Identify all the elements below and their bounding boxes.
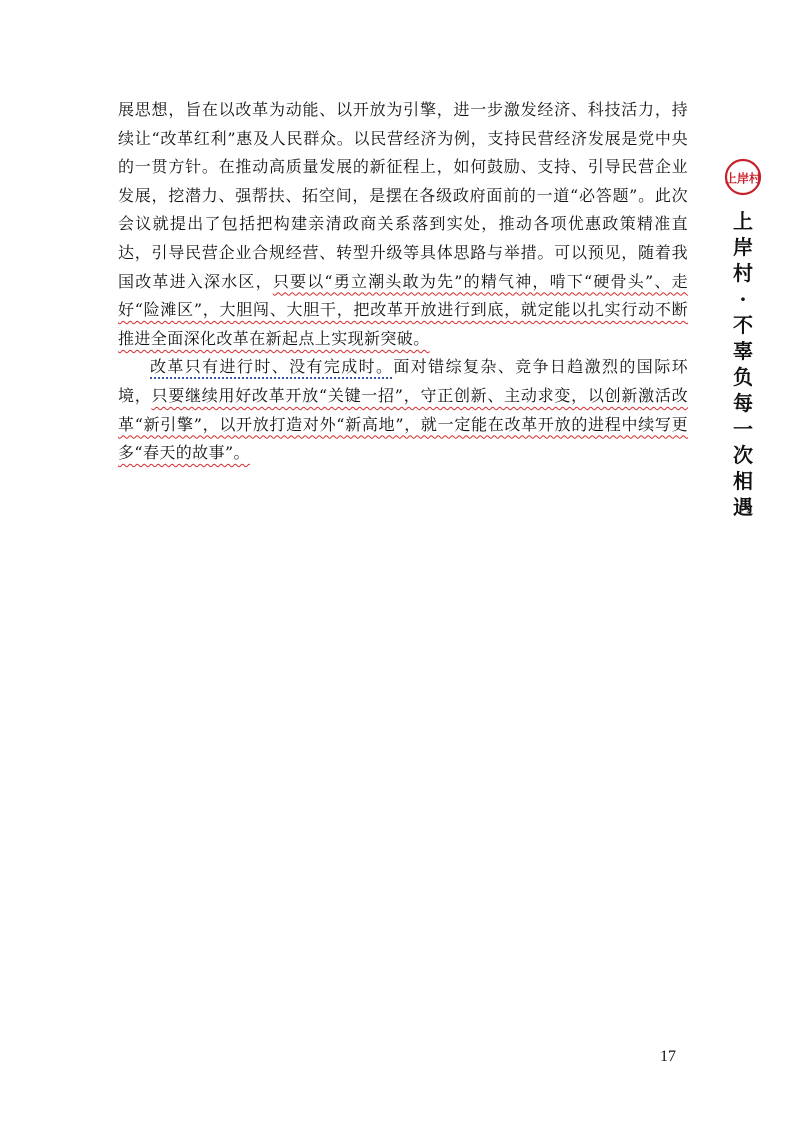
text-segment: 面对错综复杂、竞争日趋激烈的国际环境， <box>118 357 688 405</box>
page-number: 17 <box>660 1048 676 1065</box>
side-series-title <box>728 208 758 520</box>
shangan-village-logo-icon <box>724 158 762 196</box>
side-title-char: 负 <box>733 365 753 389</box>
side-title-char: 次 <box>733 443 753 467</box>
side-title-char: 上 <box>733 209 753 233</box>
side-title-char: 相 <box>733 469 753 493</box>
paragraph-1 <box>118 96 688 353</box>
body-text <box>118 96 688 468</box>
side-title-char: 不 <box>733 313 753 337</box>
wavy-underlined-text: 只要继续用好改革开放“关键一招”，守正创新、主动求变，以创新激活改革“新引擎”，以开放打造对外“新高地”，就一定能在改革开放的进程中续写更多“春天的故事”。 <box>118 385 688 463</box>
paragraph-2 <box>118 353 688 467</box>
wavy-underlined-text: 只要以“勇立潮头敢为先”的精气神，啃下“硬骨头”、走好“险滩区”，大胆闯、大胆干，把改革开放进行到底，就定能以扎实行动不断推进全面深化改革在新起点上实现新突破。 <box>118 271 688 348</box>
side-title-char: · <box>739 287 747 311</box>
text-segment: 展思想，旨在以改革为动能、以开放为引擎，进一步激发经济、科技活力，持续让“改革红利”惠及人民群众。以民营经济为例，支持民营经济发展是党中央的一贯方针。在推动高质量发展的新征程上，如何鼓励、支持、引导民营企业发展，挖潜力、强帮扶、拓空间，是摆在各级政府面前的一道“必答题”。此次会议就提出了包括把构建亲清政商关系落到实处，推动各项优惠政策精准直达，引导民营企业合规经营、转型升级等具体思路与举措。可以预见，随着我国改革进入深水区， <box>118 100 688 291</box>
side-title-char: 遇 <box>733 495 753 519</box>
dotted-underlined-text: 改革只有进行时、没有完成时。 <box>150 357 394 377</box>
side-title-char: 岸 <box>733 235 753 259</box>
side-title-char: 村 <box>733 261 753 285</box>
side-title-char: 每 <box>733 391 753 415</box>
side-title-char: 一 <box>733 417 753 441</box>
side-title-char: 辜 <box>733 339 753 363</box>
logo-lettering: 上岸村 <box>724 171 762 186</box>
